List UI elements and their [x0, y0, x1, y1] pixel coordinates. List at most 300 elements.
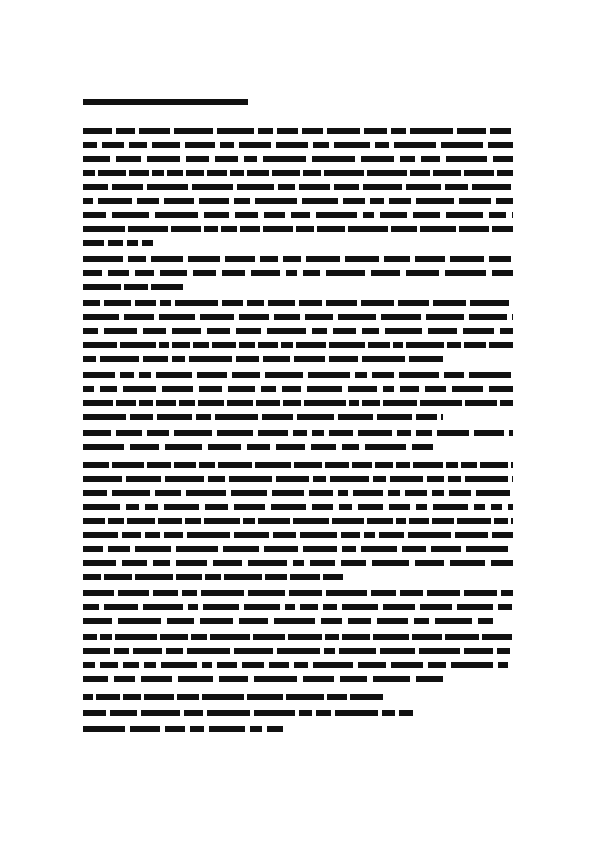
- word-mark: [217, 128, 254, 134]
- word-mark: [228, 386, 255, 392]
- word-mark: [373, 676, 410, 682]
- word-mark: [236, 356, 259, 362]
- word-mark: [367, 518, 393, 524]
- word-mark: [464, 590, 497, 596]
- word-mark: [187, 532, 230, 538]
- word-mark: [400, 590, 423, 596]
- word-mark: [258, 342, 278, 348]
- word-mark: [223, 546, 259, 552]
- word-mark: [385, 328, 422, 334]
- word-mark: [472, 184, 511, 190]
- word-mark: [127, 240, 138, 246]
- word-mark: [235, 212, 258, 218]
- word-mark: [370, 198, 384, 204]
- word-mark: [267, 726, 283, 732]
- word-mark: [420, 604, 452, 610]
- word-mark: [239, 314, 269, 320]
- text-line: [83, 328, 513, 334]
- word-mark: [272, 490, 304, 496]
- word-mark: [263, 356, 290, 362]
- word-mark: [263, 156, 306, 162]
- word-mark: [118, 590, 149, 596]
- word-mark: [191, 634, 207, 640]
- word-mark: [329, 342, 365, 348]
- word-mark: [489, 212, 506, 218]
- word-mark: [186, 170, 204, 176]
- word-mark: [311, 444, 336, 450]
- word-mark: [116, 128, 135, 134]
- word-mark: [405, 490, 427, 496]
- word-mark: [122, 560, 147, 566]
- word-mark: [282, 386, 301, 392]
- word-mark: [383, 400, 417, 406]
- word-mark: [283, 400, 301, 406]
- word-mark: [236, 328, 261, 334]
- word-mark: [457, 604, 493, 610]
- word-mark: [294, 356, 325, 362]
- word-mark: [299, 710, 312, 716]
- word-mark: [416, 414, 437, 420]
- word-mark: [312, 504, 333, 510]
- word-mark: [222, 270, 245, 276]
- word-mark: [500, 400, 513, 406]
- word-mark: [412, 634, 442, 640]
- word-mark: [362, 356, 405, 362]
- word-mark: [151, 284, 183, 290]
- text-line: [83, 444, 433, 450]
- word-mark: [463, 328, 494, 334]
- word-mark: [371, 590, 396, 596]
- word-mark: [158, 518, 182, 524]
- word-mark: [383, 604, 415, 610]
- word-mark: [83, 128, 112, 134]
- word-mark: [185, 142, 215, 148]
- word-mark: [358, 430, 392, 436]
- word-mark: [389, 198, 411, 204]
- word-mark: [383, 386, 394, 392]
- word-mark: [255, 198, 297, 204]
- word-mark: [83, 518, 105, 524]
- word-mark: [254, 676, 297, 682]
- word-mark: [207, 328, 230, 334]
- word-mark: [276, 142, 308, 148]
- word-mark: [164, 198, 194, 204]
- word-mark: [186, 156, 209, 162]
- word-mark: [457, 518, 491, 524]
- word-mark: [470, 300, 509, 306]
- word-mark: [199, 198, 229, 204]
- word-mark: [247, 694, 283, 700]
- word-mark: [350, 694, 383, 700]
- word-mark: [247, 300, 264, 306]
- word-mark: [248, 560, 287, 566]
- word-mark: [137, 198, 159, 204]
- word-mark: [342, 604, 378, 610]
- word-mark: [490, 128, 511, 134]
- word-mark: [83, 142, 97, 148]
- word-mark: [339, 648, 376, 654]
- word-mark: [427, 476, 444, 482]
- word-mark: [498, 604, 512, 610]
- word-mark: [83, 184, 108, 190]
- word-mark: [352, 462, 372, 468]
- text-line: [83, 710, 413, 716]
- word-mark: [494, 518, 508, 524]
- text-line: [83, 504, 513, 510]
- word-mark: [348, 618, 371, 624]
- word-mark: [459, 226, 489, 232]
- word-mark: [160, 634, 188, 640]
- word-mark: [291, 212, 310, 218]
- word-mark: [145, 532, 160, 538]
- word-mark: [253, 634, 285, 640]
- word-mark: [297, 414, 334, 420]
- word-mark: [209, 726, 245, 732]
- word-mark: [396, 518, 406, 524]
- word-mark: [432, 518, 454, 524]
- word-mark: [313, 142, 329, 148]
- text-line: [83, 386, 513, 392]
- word-mark: [83, 604, 99, 610]
- word-mark: [83, 574, 101, 580]
- word-mark: [294, 462, 322, 468]
- word-mark: [388, 490, 400, 496]
- word-mark: [268, 300, 295, 306]
- word-mark: [126, 476, 161, 482]
- word-mark: [464, 170, 494, 176]
- word-mark: [299, 184, 330, 190]
- word-mark: [300, 604, 318, 610]
- word-mark: [316, 212, 357, 218]
- word-mark: [176, 574, 202, 580]
- word-mark: [128, 256, 146, 262]
- word-mark: [410, 128, 453, 134]
- word-mark: [497, 170, 513, 176]
- word-mark: [293, 560, 304, 566]
- word-mark: [415, 256, 445, 262]
- word-mark: [303, 170, 321, 176]
- word-mark: [264, 546, 298, 552]
- text-line: [83, 372, 513, 378]
- word-mark: [162, 386, 193, 392]
- word-mark: [185, 518, 201, 524]
- word-mark: [83, 328, 98, 334]
- text-line: [83, 342, 513, 348]
- word-mark: [104, 604, 138, 610]
- word-mark: [83, 560, 116, 566]
- word-mark: [205, 504, 228, 510]
- word-mark: [444, 372, 464, 378]
- word-mark: [135, 546, 171, 552]
- word-mark: [172, 342, 190, 348]
- text-line: [83, 618, 493, 624]
- text-line: [83, 726, 283, 732]
- word-mark: [247, 444, 270, 450]
- word-mark: [165, 444, 202, 450]
- word-mark: [492, 532, 513, 538]
- word-mark: [115, 634, 157, 640]
- word-mark: [83, 314, 119, 320]
- word-mark: [213, 560, 242, 566]
- word-mark: [446, 462, 458, 468]
- word-mark: [112, 490, 150, 496]
- word-mark: [83, 400, 113, 406]
- word-mark: [313, 476, 326, 482]
- word-mark: [116, 400, 136, 406]
- word-mark: [83, 156, 110, 162]
- word-mark: [391, 226, 417, 232]
- word-mark: [327, 128, 360, 134]
- word-mark: [193, 270, 216, 276]
- text-line: [83, 430, 513, 436]
- word-mark: [310, 560, 335, 566]
- word-mark: [420, 226, 456, 232]
- word-mark: [445, 184, 468, 190]
- word-mark: [391, 128, 406, 134]
- word-mark: [112, 212, 149, 218]
- text-line: [83, 256, 513, 262]
- word-mark: [416, 504, 427, 510]
- word-mark: [409, 356, 443, 362]
- word-mark: [171, 226, 201, 232]
- word-mark: [368, 342, 390, 348]
- word-mark: [508, 504, 513, 510]
- word-mark: [156, 400, 176, 406]
- word-mark: [414, 618, 429, 624]
- word-mark: [165, 476, 204, 482]
- word-mark: [123, 662, 139, 668]
- word-mark: [409, 518, 429, 524]
- word-mark: [399, 372, 439, 378]
- word-mark: [303, 676, 334, 682]
- word-mark: [391, 662, 423, 668]
- word-mark: [265, 574, 287, 580]
- word-mark: [176, 546, 218, 552]
- word-mark: [327, 694, 347, 700]
- word-mark: [299, 300, 322, 306]
- word-mark: [512, 314, 513, 320]
- title-text-bar: [83, 99, 248, 105]
- word-mark: [83, 444, 124, 450]
- word-mark: [361, 546, 397, 552]
- word-mark: [230, 170, 244, 176]
- word-mark: [491, 560, 513, 566]
- word-mark: [289, 590, 322, 596]
- word-mark: [312, 156, 355, 162]
- word-mark: [184, 710, 203, 716]
- word-mark: [343, 198, 365, 204]
- word-mark: [135, 270, 154, 276]
- word-mark: [435, 618, 472, 624]
- word-mark: [204, 518, 240, 524]
- word-mark: [431, 546, 461, 552]
- word-mark: [480, 462, 508, 468]
- word-mark: [165, 726, 185, 732]
- word-mark: [335, 710, 378, 716]
- word-mark: [375, 142, 389, 148]
- word-mark: [446, 212, 483, 218]
- word-mark: [108, 240, 123, 246]
- word-mark: [83, 198, 93, 204]
- word-mark: [464, 342, 486, 348]
- word-mark: [293, 430, 307, 436]
- word-mark: [135, 300, 156, 306]
- word-mark: [323, 574, 343, 580]
- word-mark: [83, 634, 97, 640]
- word-mark: [348, 386, 377, 392]
- word-mark: [254, 710, 295, 716]
- word-mark: [325, 634, 339, 640]
- word-mark: [198, 400, 224, 406]
- word-mark: [290, 574, 320, 580]
- word-mark: [248, 590, 285, 596]
- word-mark: [202, 662, 212, 668]
- word-mark: [283, 256, 301, 262]
- word-mark: [342, 634, 370, 640]
- word-mark: [412, 444, 433, 450]
- word-mark: [281, 342, 293, 348]
- word-mark: [182, 590, 197, 596]
- word-mark: [127, 518, 155, 524]
- word-mark: [83, 476, 122, 482]
- word-mark: [239, 142, 271, 148]
- word-mark: [83, 414, 126, 420]
- word-mark: [98, 198, 132, 204]
- text-line: [83, 300, 513, 306]
- word-mark: [271, 504, 306, 510]
- word-mark: [363, 212, 374, 218]
- word-mark: [355, 372, 367, 378]
- word-mark: [120, 372, 134, 378]
- word-mark: [100, 662, 118, 668]
- word-mark: [130, 414, 153, 420]
- word-mark: [164, 532, 183, 538]
- word-mark: [262, 414, 293, 420]
- word-mark: [114, 676, 135, 682]
- word-mark: [302, 128, 323, 134]
- word-mark: [96, 694, 120, 700]
- word-mark: [296, 226, 314, 232]
- word-mark: [159, 342, 169, 348]
- word-mark: [420, 400, 462, 406]
- word-mark: [293, 518, 329, 524]
- word-mark: [166, 648, 183, 654]
- word-mark: [147, 184, 188, 190]
- word-mark: [367, 170, 407, 176]
- word-mark: [447, 342, 461, 348]
- word-mark: [332, 518, 364, 524]
- text-line: [83, 198, 513, 204]
- word-mark: [104, 574, 132, 580]
- word-mark: [348, 226, 388, 232]
- word-mark: [326, 590, 367, 596]
- word-mark: [102, 142, 124, 148]
- word-mark: [83, 270, 102, 276]
- text-line: [83, 156, 513, 162]
- word-mark: [231, 490, 267, 496]
- word-mark: [330, 476, 369, 482]
- word-mark: [273, 532, 296, 538]
- word-mark: [188, 604, 198, 610]
- text-line: [83, 574, 343, 580]
- word-mark: [333, 328, 356, 334]
- word-mark: [167, 170, 183, 176]
- word-mark: [83, 490, 107, 496]
- text-line: [83, 532, 513, 538]
- text-line: [83, 184, 513, 190]
- word-mark: [498, 662, 508, 668]
- word-mark: [342, 444, 359, 450]
- word-mark: [265, 372, 303, 378]
- word-mark: [83, 618, 112, 624]
- word-mark: [260, 256, 278, 262]
- word-mark: [402, 546, 426, 552]
- word-mark: [488, 142, 513, 148]
- word-mark: [324, 648, 335, 654]
- word-mark: [83, 648, 110, 654]
- word-mark: [432, 490, 444, 496]
- word-mark: [83, 284, 121, 290]
- word-mark: [116, 156, 141, 162]
- word-mark: [457, 128, 486, 134]
- word-mark: [334, 142, 370, 148]
- word-mark: [215, 156, 238, 162]
- word-mark: [83, 342, 117, 348]
- word-mark: [83, 240, 104, 246]
- word-mark: [237, 184, 274, 190]
- word-mark: [177, 694, 199, 700]
- word-mark: [433, 170, 461, 176]
- word-mark: [474, 504, 485, 510]
- word-mark: [133, 648, 162, 654]
- text-line: [83, 476, 513, 482]
- word-mark: [326, 300, 357, 306]
- word-mark: [306, 256, 340, 262]
- text-line: [83, 648, 513, 654]
- word-mark: [445, 634, 479, 640]
- word-mark: [128, 226, 168, 232]
- word-mark: [141, 710, 180, 716]
- word-mark: [120, 342, 156, 348]
- word-mark: [147, 156, 180, 162]
- word-mark: [274, 314, 300, 320]
- text-line: [83, 414, 443, 420]
- word-mark: [452, 386, 483, 392]
- word-mark: [372, 372, 394, 378]
- word-mark: [224, 574, 262, 580]
- word-mark: [234, 198, 250, 204]
- word-mark: [317, 226, 345, 232]
- word-mark: [258, 518, 290, 524]
- word-mark: [104, 300, 131, 306]
- word-mark: [110, 710, 137, 716]
- word-mark: [433, 300, 466, 306]
- word-mark: [358, 662, 386, 668]
- word-mark: [124, 314, 154, 320]
- word-mark: [511, 518, 513, 524]
- text-line: [83, 560, 513, 566]
- word-mark: [83, 590, 114, 596]
- word-mark: [83, 256, 123, 262]
- word-mark: [155, 212, 198, 218]
- word-mark: [234, 504, 265, 510]
- word-mark: [437, 430, 469, 436]
- word-mark: [469, 314, 507, 320]
- word-mark: [179, 400, 195, 406]
- word-mark: [243, 518, 255, 524]
- word-mark: [261, 386, 276, 392]
- word-mark: [489, 386, 513, 392]
